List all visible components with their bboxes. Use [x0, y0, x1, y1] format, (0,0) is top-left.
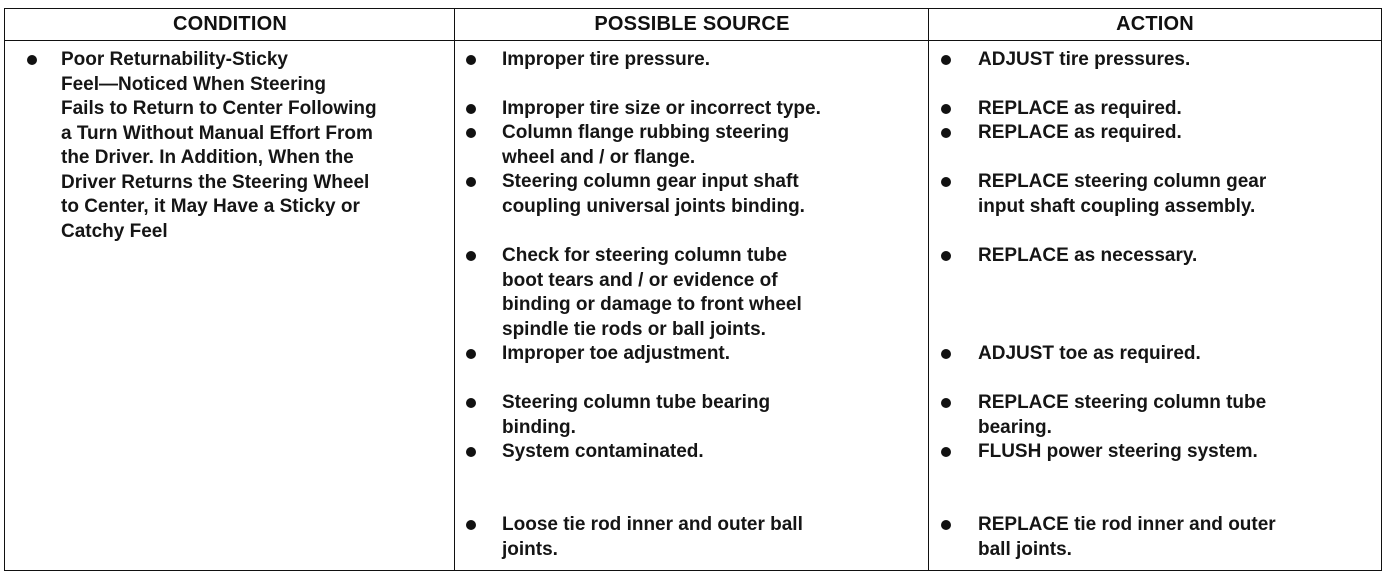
- condition-line: Feel—Noticed When Steering: [61, 73, 326, 95]
- source-item: [502, 244, 802, 342]
- action-line: REPLACE as necessary.: [978, 245, 1198, 266]
- condition-line: Catchy Feel: [61, 220, 168, 242]
- action-item: [978, 440, 1258, 465]
- source-line: wheel and / or flange.: [502, 146, 696, 168]
- source-line: joints.: [502, 538, 558, 560]
- action-item: [978, 244, 1197, 269]
- action-line: input shaft coupling assembly.: [978, 195, 1256, 217]
- source-line: Check for steering column tube: [502, 245, 788, 266]
- action-line: ADJUST tire pressures.: [978, 49, 1191, 70]
- bullet-icon: [27, 55, 37, 65]
- action-line: bearing.: [978, 416, 1052, 438]
- action-line: REPLACE as required.: [978, 98, 1182, 119]
- condition-line: a Turn Without Manual Effort From: [61, 122, 373, 144]
- source-item: [502, 440, 704, 465]
- bullet-icon: [466, 128, 476, 138]
- condition-line: to Center, it May Have a Sticky or: [61, 196, 360, 217]
- bullet-icon: [466, 177, 476, 187]
- bullet-icon: [466, 104, 476, 114]
- condition-line: Fails to Return to Center Following: [61, 98, 377, 119]
- source-line: Column flange rubbing steering: [502, 122, 790, 143]
- action-line: ADJUST toe as required.: [978, 343, 1201, 364]
- condition-line: the Driver. In Addition, When the: [61, 147, 354, 168]
- bullet-icon: [466, 349, 476, 359]
- condition-line: Driver Returns the Steering Wheel: [61, 171, 370, 193]
- action-line: REPLACE as required.: [978, 122, 1182, 143]
- source-line: Improper tire pressure.: [502, 49, 711, 70]
- source-line: coupling universal joints binding.: [502, 195, 805, 217]
- condition-line: Poor Returnability-Sticky: [61, 49, 288, 70]
- bullet-icon: [941, 128, 951, 138]
- bullet-icon: [941, 177, 951, 187]
- action-item: [978, 97, 1182, 122]
- header-possible-source: POSSIBLE SOURCE: [594, 13, 790, 35]
- source-line: Improper tire size or incorrect type.: [502, 98, 821, 119]
- bullet-icon: [466, 398, 476, 408]
- source-item: [502, 513, 803, 562]
- action-item: [978, 170, 1266, 219]
- bullet-icon: [941, 251, 951, 261]
- bullet-icon: [941, 349, 951, 359]
- bullet-icon: [941, 520, 951, 530]
- bullet-icon: [466, 447, 476, 457]
- header-action: ACTION: [1116, 13, 1194, 35]
- column-divider-2: [928, 8, 929, 571]
- action-line: ball joints.: [978, 538, 1072, 560]
- bullet-icon: [941, 104, 951, 114]
- source-line: Steering column gear input shaft: [502, 171, 799, 192]
- action-item: [978, 513, 1276, 562]
- action-item: [978, 342, 1201, 367]
- condition-text: [61, 48, 377, 244]
- source-line: binding.: [502, 416, 576, 438]
- bullet-icon: [466, 55, 476, 65]
- action-item: [978, 391, 1266, 440]
- source-line: spindle tie rods or ball joints.: [502, 318, 766, 340]
- source-item: [502, 391, 770, 440]
- bullet-icon: [466, 251, 476, 261]
- source-line: Loose tie rod inner and outer ball: [502, 514, 803, 535]
- header-divider: [4, 40, 1382, 41]
- action-item: [978, 121, 1182, 146]
- source-line: binding or damage to front wheel: [502, 294, 802, 315]
- source-item: [502, 97, 821, 122]
- source-item: [502, 48, 710, 73]
- header-condition: CONDITION: [172, 13, 288, 35]
- bullet-icon: [941, 447, 951, 457]
- action-line: REPLACE steering column tube: [978, 392, 1267, 413]
- source-line: boot tears and / or evidence of: [502, 269, 778, 291]
- source-item: [502, 121, 789, 170]
- action-line: REPLACE steering column gear: [978, 171, 1267, 192]
- bullet-icon: [941, 398, 951, 408]
- action-item: [978, 48, 1190, 73]
- action-line: FLUSH power steering system.: [978, 441, 1258, 462]
- bullet-icon: [466, 520, 476, 530]
- source-item: [502, 342, 730, 367]
- action-line: REPLACE tie rod inner and outer: [978, 514, 1276, 535]
- bullet-icon: [941, 55, 951, 65]
- source-line: System contaminated.: [502, 441, 704, 462]
- source-line: Steering column tube bearing: [502, 392, 771, 413]
- source-line: Improper toe adjustment.: [502, 343, 731, 364]
- column-divider-1: [454, 8, 455, 571]
- source-item: [502, 170, 805, 219]
